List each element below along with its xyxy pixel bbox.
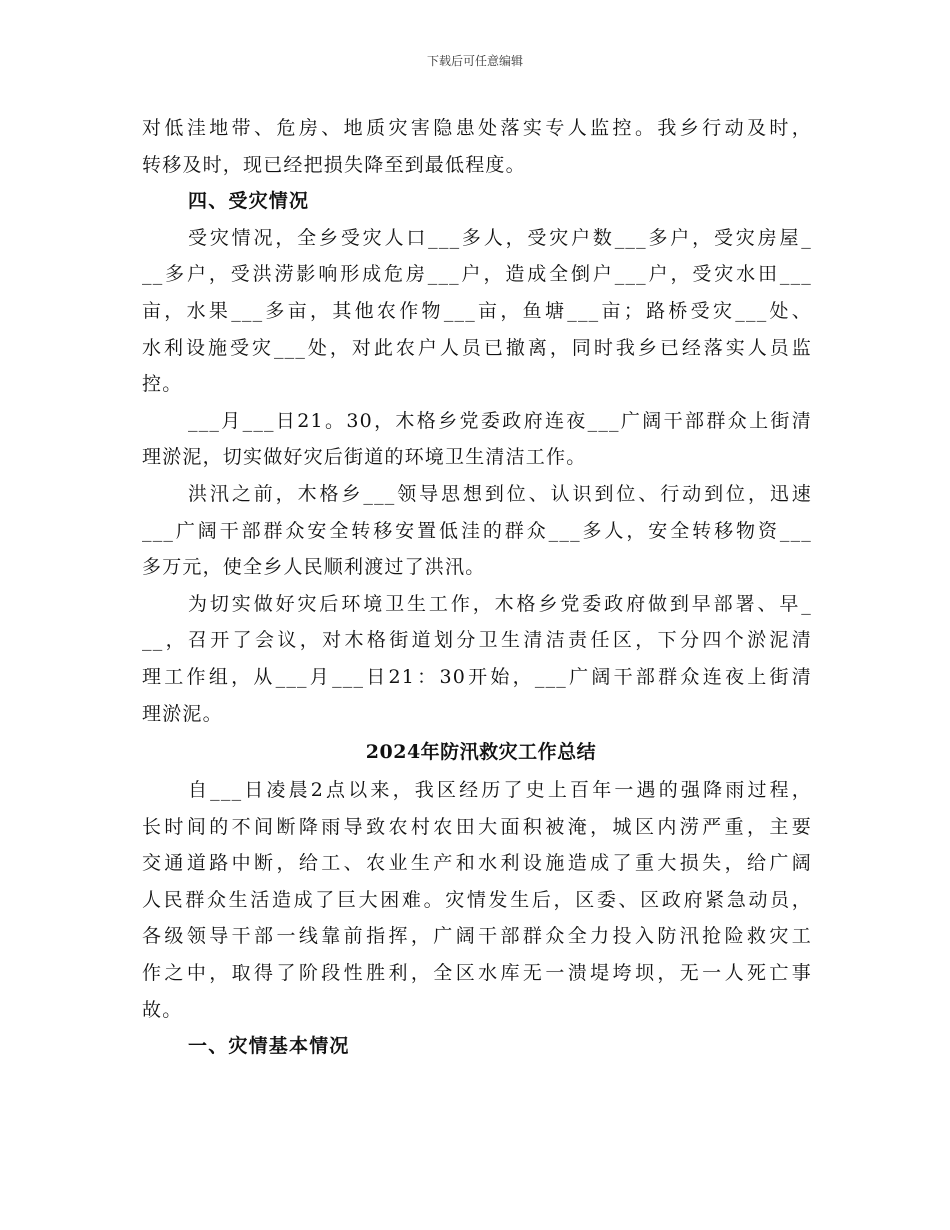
paragraph-line: 为切实做好灾后环境卫生工作，木格乡党委政府做到早部署、早_ — [188, 592, 812, 615]
paragraph-line: 对低洼地带、危房、地质灾害隐患处落实专人监控。我乡行动及时， — [142, 117, 812, 139]
paragraph-line: 长时间的不间断降雨导致农村农田大面积被淹，城区内涝严重，主要 — [142, 815, 812, 838]
paragraph-line: 理淤泥。 — [142, 702, 223, 725]
document-body — [142, 110, 812, 1065]
paragraph-line: 理淤泥，切实做好灾后街道的环境卫生清洁工作。 — [142, 446, 587, 469]
paragraph-line: ___广阔干部群众安全转移安置低洼的群众___多人，安全转移物资___ — [142, 519, 812, 542]
page-header-note: 下载后可任意编辑 — [426, 54, 523, 68]
paragraph-line: 受灾情况，全乡受灾人口___多人，受灾户数___多户，受灾房屋_ — [188, 226, 812, 249]
paragraph-line: 自___日凌晨2点以来，我区经历了史上百年一遇的强降雨过程， — [188, 779, 812, 802]
document-title: 2024年防汛救灾工作总结 — [365, 741, 597, 764]
paragraph-line: 作之中，取得了阶段性胜利，全区水库无一溃堤垮坝，无一人死亡事 — [142, 962, 812, 985]
section-second — [142, 772, 812, 1065]
section-heading: 一、灾情基本情况 — [188, 1035, 350, 1058]
paragraph-line: 亩，水果___多亩，其他农作物___亩，鱼塘___亩；路桥受灾___处、 — [142, 299, 812, 322]
section-heading: 四、受灾情况 — [188, 190, 310, 213]
paragraph-line: 洪汛之前，木格乡___领导思想到位、认识到位、行动到位，迅速 — [188, 482, 812, 505]
paragraph-line: ___月___日21。30，木格乡党委政府连夜___广阔干部群众上街清 — [188, 409, 812, 432]
paragraph-line: 控。 — [142, 373, 183, 396]
section-first — [142, 110, 812, 732]
paragraph-line: 各级领导干部一线靠前指挥，广阔干部群众全力投入防汛抢险救灾工 — [142, 925, 812, 948]
paragraph-line: 多万元，使全乡人民顺利渡过了洪汛。 — [142, 556, 486, 579]
paragraph-line: 人民群众生活造成了巨大困难。灾情发生后，区委、区政府紧急动员， — [142, 888, 812, 911]
paragraph-line: 转移及时，现已经把损失降至到最低程度。 — [142, 153, 526, 176]
paragraph-line: __，召开了会议，对木格街道划分卫生清洁责任区，下分四个淤泥清 — [142, 629, 812, 652]
paragraph-line: __多户，受洪涝影响形成危房___户，造成全倒户___户，受灾水田___ — [142, 263, 812, 286]
paragraph-line: 交通道路中断，给工、农业生产和水利设施造成了重大损失，给广阔 — [142, 852, 812, 875]
paragraph-line: 水利设施受灾___处，对此农户人员已撤离，同时我乡已经落实人员监 — [142, 336, 812, 359]
paragraph-line: 理工作组，从___月___日21：30开始，___广阔干部群众连夜上街清 — [142, 665, 812, 688]
paragraph-line: 故。 — [142, 998, 183, 1021]
